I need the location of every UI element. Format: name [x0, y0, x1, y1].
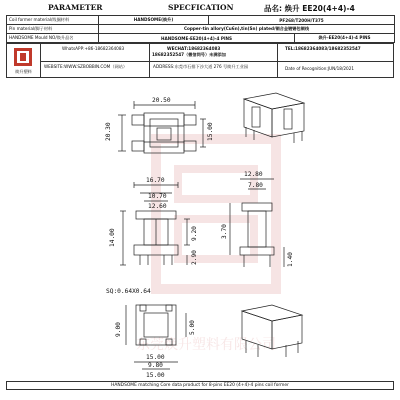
- dim-right-width: 12.80: [244, 171, 263, 178]
- dim-mid-h2: 2.90: [191, 250, 198, 265]
- pin-material-value: Copper-tin allory(Cu6n),tin(Sn) plated/铜合金镀锡包铜线: [99, 25, 395, 34]
- footer-caption: HANDSOME matching Core data product for 8-pins EE20 (4+4)-4 pins coil former: [6, 381, 394, 390]
- wechat-text: WECHAT:18682364083: [167, 46, 221, 51]
- dim-bot-w1: 15.00: [146, 354, 165, 361]
- parameter-title: PARAMETER: [48, 3, 103, 12]
- dim-bot-w3: 15.00: [146, 372, 165, 379]
- watermark-text: 东莞焕升塑料有限公司: [136, 337, 276, 353]
- whatsapp-text: WhatsAPP:+86-18682364083: [62, 46, 125, 51]
- material-label: Coil former material/线圈材料: [7, 16, 99, 25]
- dim-mid-outer: 16.70: [146, 177, 165, 184]
- dim-right-h2: 1.40: [287, 252, 294, 267]
- material-value: PF268/T200H/T375: [209, 16, 395, 25]
- tel-text: TEL:18682364083/18682352547: [285, 46, 361, 51]
- dim-top-height: 20.30: [105, 122, 112, 141]
- dim-right-inner: 7.80: [248, 182, 263, 189]
- table-row: [7, 34, 395, 43]
- mould-label: HANDSOME Mould NO/焕升品名: [7, 34, 99, 43]
- material-brand: HANDSOME(焕升): [99, 16, 209, 25]
- info-table: [6, 15, 395, 43]
- date-text: Date of Recognition:JUN/18/2021: [285, 66, 355, 71]
- dim-left-height: 14.00: [109, 228, 116, 247]
- dim-top-width: 20.50: [152, 97, 171, 104]
- specification-title: SPECFICATION: [168, 3, 234, 12]
- contact-block: [6, 43, 394, 78]
- mould-value: HANDSOME-EE20(4+4)-4 PINS: [99, 34, 295, 43]
- dim-right-h1: 3.70: [221, 224, 228, 239]
- technical-drawing: [6, 79, 394, 379]
- wechat-note: 18682352547（微信同号）未满添加: [152, 52, 226, 57]
- dim-bot-h1: 9.00: [115, 322, 122, 337]
- product-name: 品名: 焕升 EE20(4+4)-4: [264, 4, 355, 13]
- logo-label: 焕升塑料: [15, 69, 32, 74]
- title-row: [6, 3, 394, 14]
- address-text: ADDRESS:东莞市石排下沙大道 276 号焕升工业园: [153, 64, 249, 69]
- website-text: WEBSITE:WWW.SZBOBBIN.COM（网站）: [44, 64, 128, 69]
- dim-mid-h1: 9.20: [191, 226, 198, 241]
- company-logo-icon: [13, 47, 33, 67]
- dim-pin: SQ:0.64X0.64: [106, 288, 151, 295]
- dim-mid-center: 10.70: [148, 193, 167, 200]
- logo-box: [7, 44, 41, 78]
- dim-bot-w2: 9.80: [148, 362, 163, 369]
- table-row: [7, 16, 395, 25]
- table-row: [7, 25, 395, 34]
- mould-alt: 焕升-EE20(4+4)-4 PINS: [295, 34, 395, 43]
- dim-top-inner: 15.00: [207, 122, 214, 141]
- dim-bot-h2: 5.00: [189, 320, 196, 335]
- top-view: [118, 101, 206, 153]
- dim-mid-inner: 12.60: [148, 203, 167, 210]
- divider: [40, 61, 393, 62]
- pin-material-label: Pin material/脚子材料: [7, 25, 99, 34]
